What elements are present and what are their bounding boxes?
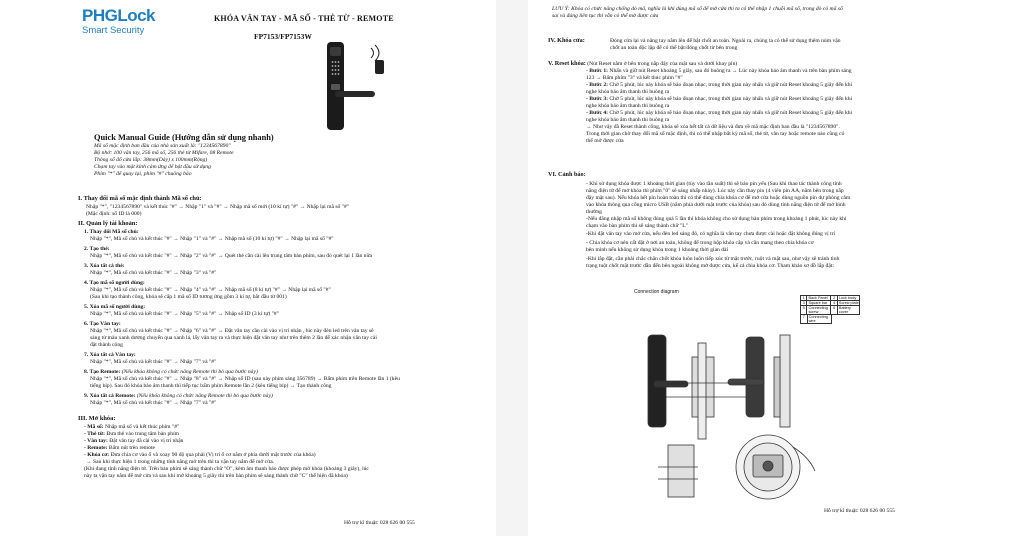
section-3-heading: III. Mở khóa: [78,415,116,422]
s2-item-8-desc-2: tiếng bíp). Sau đó khóa báo âm thanh thì tiếp tục bấm phím Remote lần 2 (kêu tiếng bíp) → Tạo thành công [90,383,332,389]
s5-line-7 [586,110,852,117]
s6-line-2: năng điện tử để mở khóa thì phím "0" sẽ sáng nhấp nháy). Lúc này cần thay pin (4 viên pin AA, nằm bên trong nắp [586,188,844,194]
logo-main-text: PHGLock [82,6,156,25]
s4-line-1: Đóng cửa lại và nâng tay nắm lên để bật chốt an toàn. Ngoài ra, chúng ta có thể sử dụng thêm núm vặn [610,38,841,44]
s3-line-2-text: Đưa thẻ vào trung tâm bàn phím [104,431,179,437]
s2-item-6-desc-3: đặt thành công [90,342,123,348]
s3-line-5-text: Đưa chìa cơ vào ổ và xoay 90 độ qua phải (Vị trí ổ cơ nằm ở phía dưới mặt trước của khóa) [109,452,316,458]
s5-heading-bold: V. Reset khóa: [548,60,586,67]
s2-item-9-title-note: (Nếu khóa không có chức năng Remote thì bỏ qua bước này) [135,393,273,399]
s2-item-1-desc: Nhập "*", Mã số chủ và kết thúc "#" → Nhập "1" và "#" → Nhập mã số (10 kí tự) "#" → Nhập lại mã số "#" [90,236,334,242]
s3-line-5-label: - Khóa cơ: [84,452,110,458]
s2-item-8-title-note: (Nếu khóa không có chức năng Remote thì bỏ qua bước này) [120,369,258,375]
bullet-1: Mã số mặc định ban đầu của nhà sản xuất là: "1234567890" [94,143,231,149]
s5-line-3-text: Chờ 5 phút, lúc này khóa sẽ báo đoạn nhạc, trong thời gian này nhấn và giữ nút Reset khoảng 5 giây đến khi [608,82,853,88]
s2-item-8-title [84,369,258,376]
s5-line-7-text: Chờ 5 phút, lúc này khóa sẽ báo đoạn nhạc, trong thời gian này nhấn và giữ nút Reset khoảng 5 giây đến khi [608,110,853,116]
s2-item-4-desc-2: (Sau khi tạo thành công, khóa sẽ cấp 1 mã số ID tương ứng gồm 3 kí tự, bắt đầu từ 001) [90,294,287,300]
note-line-1: LƯU Ý: Khóa có chức năng chống dò mã, nghĩa là khi dùng mã số để mở cửa thì ta có thể nhập 1 chuỗi mã số, trong đó có mã số [552,6,843,12]
s2-item-5-desc: Nhập "*", Mã số chủ và kết thúc "#" → Nhập "5" và "#" → Nhập số ID (3 kí tự) "#" [90,311,279,317]
s3-line-3-label: - Vân tay: [84,438,108,444]
s2-item-9-title [84,393,273,400]
section-1-heading: I. Thay đổi mã số mặc định thành Mã số chủ: [78,195,202,202]
legend-6-label: Battery cover [838,306,851,314]
model-number: FP7153/FP7153W [254,32,312,41]
s3-line-2 [84,431,179,438]
section-4-heading: IV. Khóa cửa: [548,37,585,44]
bullet-3: Thông số đố cửa lắp: 38mm(Dày) x 100mm(Rộng) [94,157,208,163]
s3-line-1-label: - Mã số: [84,424,104,430]
s3-line-7: (Khi đang tính năng điện tử. Trên bàn phím sẽ sáng thành chữ "O", kèm âm thanh báo được phép mở khóa (khoảng 3 giây), lúc [84,466,369,472]
page-gutter [496,0,528,536]
s2-item-6-desc-2: sáng từ màu xanh dương chuyển qua xanh lá, lấy vân tay ra và thực hiện đặt vân tay như trên thêm 2 lần để xác nhận vân tay cài [90,335,377,341]
right-page [528,0,968,536]
s3-line-8: này ta vặn tay nắm để mở cửa và sau khi mở khoảng 5 giây thì trên bàn phím sẽ sáng thành chữ "C" thể hiện đã khóa) [84,473,348,479]
s6-line-3: đậy mặt sau). Nếu khóa hết pin hoàn toàn thì có thể dùng chìa khóa cơ để mở cửa hoặc dùng nguồn pin dự phòng cắm [586,195,851,201]
section-2-heading: II. Quản lý tài khoản: [78,220,138,227]
legend-2-label: Lock body [838,296,857,300]
s5-line-3-label: - Bước 2: [586,82,608,88]
legend-row-3 [800,306,860,315]
note-line-2: sai và đúng liên tục thì vẫn có thể mở được cửa [552,13,659,19]
s5-line-2: 123 → Bấm phím "3" và kết thúc phím "#" [586,75,683,81]
s6-line-11: -Khi lắp đặt, cần phải chắc chắn chốt khóa luôn luôn tiếp xúc từ mặt trước, ruột và mặt sau, như vậy sẽ tránh tình [586,256,840,262]
s3-line-4-label: - Remote: [84,445,108,451]
s5-line-8: nghe khóa báo âm thanh thì buông ra [586,117,670,123]
document-title: KHÓA VÂN TAY - MÃ SỐ - THẺ TỪ - REMOTE [214,14,394,23]
legend-3-label: Square bar [808,301,828,305]
s3-line-1 [84,424,179,431]
s5-line-11: thể mở được cửa [586,138,624,144]
s2-item-2-title: 2. Tạo thẻ: [84,246,110,252]
legend-1-label: Back Panel [808,296,828,300]
legend-4-number: 4 [830,301,837,305]
s2-item-9-desc: Nhập "*", Mã số chủ và kết thúc "#" → Nhập "7" và "#" [90,400,217,406]
diagram-title: Connection diagram [634,289,679,295]
connection-diagram [628,289,928,510]
s3-line-4-text: Bấm nút trên remote [107,445,155,451]
s3-line-2-label: - Thẻ từ: [84,431,105,437]
legend-1-number: 1 [801,296,807,300]
s6-line-12: trạng tuột chốt mặt trước dẫn đến bên ngoài không mở được cửa, kể cả chìa khóa cơ. Tham khảo sơ đồ lắp đặt: [586,263,834,269]
s4-line-2: chốt an toàn độc lập để có thể bật/đóng chốt từ bên trong [610,45,738,51]
s2-item-1-title: 1. Thay đổi Mã số chủ: [84,229,139,235]
s5-line-1 [586,68,852,75]
section-6-heading: VI. Cảnh báo: [548,171,586,178]
s5-line-5 [586,96,852,103]
legend-5-label: Connecting screw [808,306,828,314]
s2-item-6-desc-1: Nhập "*", Mã số chủ và kết thúc "#" → Nhập "6" và "#" → Đặt vân tay cần cài vào vị trí nhận , lúc này đèn led trên vân tay sẽ [90,328,374,334]
s2-item-4-title: 4. Tạo mã số người dùng: [84,280,145,286]
left-footer-support: Hỗ trợ kĩ thuật: 028 626 00 555 [344,520,415,526]
bullet-2: Bộ nhớ: 100 vân tay, 256 mã số, 256 thẻ từ Mifare, 08 Remote [94,150,234,156]
legend-4-label: Screw plate [838,301,859,305]
s6-line-5: thường [586,209,602,215]
s3-line-4 [84,445,155,452]
s3-line-5 [84,452,316,459]
s2-item-2-desc: Nhập "*", Mã số chủ và kết thúc "#" → Nhập "2" và "#" → Quét thẻ cần cài lên trung tâm bàn phím, sau đó quét lại 1 lần nữa [90,253,372,259]
logo-sub-text: Smart Security [82,25,145,36]
lock-product-image [319,40,394,132]
s6-line-9: - Chìa khóa cơ nên cất đặt ở nơi an toàn, không để trong hộp khóa cắp và cần mang theo chìa khóa cơ [586,240,814,246]
s2-item-3-desc: Nhập "*", Mã số chủ và kết thúc "#" → Nhập "3" và "#" [90,270,217,276]
s3-line-1-text: Nhập mã số và kết thúc phím "#" [103,424,180,430]
s5-line-7-label: - Bước 4: [586,110,608,116]
legend-7-number: 7 [801,315,808,323]
s2-item-9-title-bold: 9. Xóa tất cả Remote: [84,393,136,399]
s5-line-5-text: Chờ 5 phút, lúc này khóa sẽ báo đoạn nhạc, trong thời gian này nhấn và giữ nút Reset khoảng 5 giây đến khi [608,96,853,102]
diagram-drawing [628,295,928,510]
s6-line-6: -Nếu đăng nhập mã số không đúng quá 5 lần thì khóa không cho sử dụng bàn phím trong khoảng 1 phút, lúc này khi [586,216,847,222]
s6-line-4: vào khóa thông qua cổng micro USB (nằm phía dưới mặt trước của khóa) sau đó dùng tính năng điện tử để mở bình [586,202,846,208]
s5-line-4: nghe khóa báo âm thanh thì buông ra [586,89,670,95]
legend-row-4 [800,315,832,324]
legend-2-number: 2 [830,296,837,300]
s2-item-8-desc-1: Nhập "*", Mã số chủ và kết thúc "#" → Nhập "8" và "#" → Nhập số ID (sau này phím sáng 356789) → Bấm phím trên Remote lần 1 (kêu [90,376,400,382]
s2-item-7-desc: Nhập "*", Mã số chủ và kết thúc "#" → Nhập "7" và "#" [90,359,217,365]
legend-6-number: 6 [830,306,837,314]
s5-line-1-text: Nhấn và giữ nút Reset khoảng 5 giây, sau đó buông ra → Lúc này khóa báo âm thanh và trên bàn phím sáng [608,68,852,74]
bullet-4: Chạm tay vào mặt kính cảm ứng để bật đầu sử dụng [94,164,211,170]
s2-item-4-desc-1: Nhập "*", Mã số chủ và kết thúc "#" → Nhập "4" và "#" → Nhập mã số (8 kí tự) "#" → Nhập lại mã số "#" [90,287,331,293]
legend-5-number: 5 [801,306,807,314]
s5-line-5-label: - Bước 3: [586,96,608,102]
s5-heading-note: (Nút Reset nằm ở bên trong nắp đậy của mặt sau và dưới khay pin) [585,61,738,67]
s6-line-1: - Khi sử dụng khóa được 1 khoảng thời gian (tùy vào tần suất) thì sẽ báo pin yếu (Sau khi thao tác thành công tính [586,181,842,187]
section-5-heading [548,61,737,68]
s6-line-8: -Khi đặt vân tay vào mở cửa, nếu đèn led sáng đỏ, có nghĩa là vân tay chưa được cài hoặc đặt không đúng vị trí [586,231,836,237]
s2-item-6-title: 6. Tạo Vân tay: [84,321,121,327]
legend-7-label: Connecting wire [808,315,828,323]
s2-item-7-title: 7. Xóa tất cả Vân tay: [84,352,136,358]
s3-line-3 [84,438,183,445]
left-page [64,0,496,536]
s6-line-7: chạm vào bàn phím thì sẽ sáng thành chữ "L" [586,223,688,229]
guide-title: Quick Manual Guide (Hướng dẫn sử dụng nhanh) [94,133,274,142]
diagram-legend [800,295,860,324]
legend-3-number: 3 [801,301,807,305]
s5-line-1-label: - Bước 1: [586,68,608,74]
s5-line-9: → Như vậy đã Reset thành công, khóa sẽ xóa hết tất cả dữ liệu và đưa về mã mặc định ban đầu là "1234567890". [586,124,840,130]
s2-item-5-title: 5. Xóa mã số người dùng: [84,304,146,310]
s5-line-3 [586,82,852,89]
s2-item-8-title-bold: 8. Tạo Remote: [84,369,121,375]
brand-logo [82,6,192,36]
section-1-line-1: Nhập "*", "1234567890" và kết thúc "#" → Nhập "1" và "#" → Nhập mã số mới (10 kí tự) "#" → Nhập lại mã số "#" [86,204,350,210]
s2-item-3-title: 3. Xóa tất cả thẻ: [84,263,125,269]
s6-line-10: bên mình nếu không sử dụng khóa trong 1 khoảng thời gian dài [586,247,729,253]
s5-line-6: nghe khóa báo âm thanh thì buông ra [586,103,670,109]
s5-line-10: Trong thời gian chờ thay đổi mã số mặc định, thì có thể nhập bất kỳ mã số, thẻ từ, vân tay hoặc remote nào cũng có [586,131,845,137]
s3-line-6: → Sau khi thực hiện 1 trong những tính năng mở trên thì ta vặn tay nắm để mở cửa. [86,459,275,465]
section-1-line-2: (Mặc định: số ID là 000) [86,211,142,217]
right-footer-support: Hỗ trợ kĩ thuật: 028 626 00 555 [824,508,895,514]
bullet-5: Phím "*" để quay lại, phím "#" chuông báo [94,171,192,177]
s3-line-3-text: Đặt vân tay đã cài vào vị trí nhận [107,438,184,444]
